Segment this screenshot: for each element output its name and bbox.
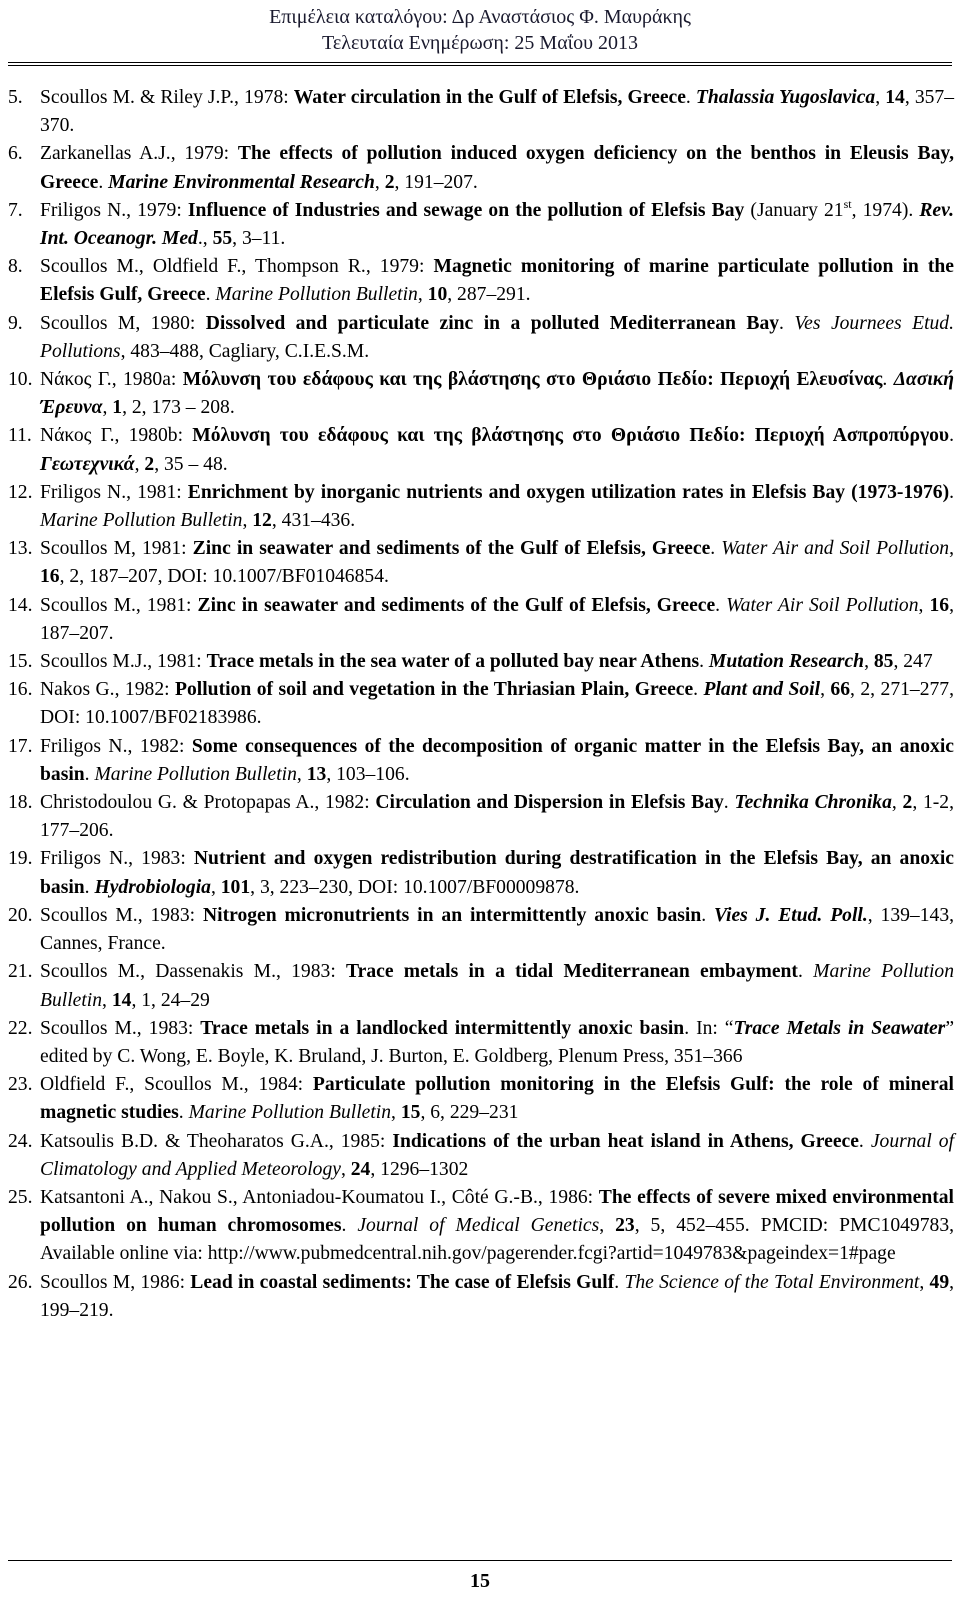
- reference-item: [8, 676, 954, 732]
- reference-item: [8, 1071, 954, 1127]
- reference-text: Christodoulou G. & Protopapas A., 1982:: [40, 792, 376, 814]
- reference-title: 15: [400, 1102, 421, 1124]
- reference-text: , 1, 24–29: [131, 989, 210, 1011]
- journal-name: Thalassia Yugoslavica: [695, 87, 876, 108]
- reference-text: , 357–370.: [40, 87, 955, 137]
- reference-number: 11.: [8, 425, 32, 447]
- reference-number: 14.: [8, 594, 33, 616]
- reference-text: ,: [296, 763, 307, 785]
- reference-text: Friligos N., 1979:: [40, 199, 188, 221]
- reference-title: 2: [384, 171, 395, 193]
- reference-number: 6.: [8, 143, 23, 165]
- journal-name: Mutation Research: [708, 651, 865, 673]
- reference-title: Circulation and Dispersion in Elefsis Bay: [375, 792, 724, 814]
- reference-text: Scoullos M., Dassenakis M., 1983:: [40, 961, 347, 983]
- reference-title: 14: [111, 989, 132, 1011]
- reference-title: 1: [112, 397, 123, 419]
- reference-text: , 5, 452–455. PMCID: PMC1049783, Available online via: http://www.pubmedcentral.nih.gov/pagerender.fcgi?artid=1049783&pageindex=1#page: [40, 1215, 955, 1265]
- reference-text: .: [685, 87, 696, 108]
- reference-text: Friligos N., 1983:: [40, 848, 194, 870]
- journal-name: Water Air and Soil Pollution: [721, 538, 950, 560]
- reference-text: ,: [102, 989, 112, 1011]
- reference-number: 23.: [8, 1074, 33, 1096]
- reference-text: .: [710, 538, 722, 560]
- journal-name: Marine Pollution Bulletin: [188, 1102, 392, 1124]
- superscript: st: [843, 196, 852, 211]
- reference-text: Friligos N., 1982:: [40, 735, 192, 757]
- reference-number: 25.: [8, 1186, 33, 1208]
- reference-text: ,: [374, 171, 385, 193]
- reference-text: Katsoulis B.D. & Theoharatos G.A., 1985:: [40, 1130, 393, 1152]
- reference-title: Dissolved and particulate zinc in a polluted Mediterranean Bay: [205, 312, 780, 334]
- reference-title: 12: [252, 510, 272, 532]
- reference-item: [8, 310, 954, 366]
- reference-item: [8, 366, 954, 422]
- reference-number: 17.: [8, 735, 33, 757]
- reference-text: ,: [864, 651, 874, 673]
- reference-title: 14: [885, 87, 905, 108]
- reference-text: .: [693, 679, 704, 701]
- reference-item: [8, 422, 954, 478]
- reference-item: [8, 845, 954, 901]
- reference-number: 18.: [8, 792, 33, 814]
- reference-text: , 6, 229–231: [420, 1102, 519, 1124]
- reference-text: Scoullos M, 1986:: [40, 1271, 191, 1293]
- page-number: 15: [470, 1570, 490, 1592]
- reference-number: 8.: [8, 256, 23, 278]
- reference-text: Scoullos M, 1981:: [40, 538, 193, 560]
- reference-text: , 431–436.: [271, 510, 356, 532]
- reference-number: 7.: [8, 199, 23, 221]
- reference-text: ,: [891, 792, 903, 814]
- reference-title: Zinc in seawater and sediments of the Gulf of Elefsis, Greece: [197, 594, 716, 616]
- reference-title: Pollution of soil and vegetation in the Thriasian Plain, Greece: [175, 679, 694, 701]
- journal-name: Technika Chronika: [734, 792, 892, 814]
- reference-item: [8, 479, 954, 535]
- reference-text: Nakos G., 1982:: [40, 679, 176, 701]
- reference-title: Some consequences of the decomposition of organic matter in the Elefsis Bay, an anoxic basin: [40, 735, 954, 785]
- header-editor-line: Επιμέλεια καταλόγου: Δρ Αναστάσιος Φ. Μαυράκης: [269, 6, 691, 28]
- reference-text: ,: [102, 397, 113, 419]
- header-update-line: Τελευταία Ενημέρωση: 25 Μαΐου 2013: [322, 32, 638, 54]
- reference-title: 16: [40, 566, 60, 588]
- reference-list: [8, 84, 954, 1325]
- reference-text: ,: [918, 594, 930, 616]
- reference-text: .,: [197, 228, 213, 250]
- reference-item: [8, 1184, 954, 1269]
- reference-text: ,: [875, 87, 886, 108]
- reference-number: 26.: [8, 1271, 33, 1293]
- reference-number: 21.: [8, 961, 33, 983]
- reference-text: , 483–488, Cagliary, C.I.E.S.M.: [120, 340, 370, 362]
- reference-title: 23: [615, 1215, 635, 1237]
- reference-number: 5.: [8, 87, 23, 108]
- reference-title: Indications of the urban heat island in Athens, Greece: [392, 1130, 859, 1152]
- journal-name: Journal of Medical Genetics: [357, 1215, 600, 1237]
- reference-title: Trace metals in a tidal Mediterranean embayment: [346, 961, 798, 983]
- reference-text: .: [779, 312, 795, 334]
- reference-text: ,: [242, 510, 253, 532]
- reference-text: Katsantoni A., Nakou S., Antoniadou-Koumatou I., Côté G.-B., 1986:: [40, 1186, 599, 1208]
- reference-item: [8, 1269, 954, 1325]
- reference-text: ,: [210, 876, 221, 898]
- reference-text: .: [614, 1271, 625, 1293]
- reference-text: Friligos N., 1981:: [40, 481, 188, 503]
- reference-text: .: [699, 651, 709, 673]
- reference-text: ,: [919, 1271, 930, 1293]
- journal-name: Vies J. Etud. Poll.: [714, 904, 868, 926]
- reference-title: 10: [427, 284, 448, 306]
- reference-text: Zarkanellas A.J., 1979:: [40, 143, 238, 165]
- reference-number: 10.: [8, 369, 33, 391]
- reference-text: , 2, 271–277, DOI: 10.1007/BF02183986.: [40, 679, 955, 729]
- reference-title: 66: [830, 679, 851, 701]
- journal-name: Water Air Soil Pollution: [726, 594, 919, 616]
- reference-number: 24.: [8, 1130, 33, 1152]
- reference-title: Trace metals in a landlocked intermittently anoxic basin: [200, 1017, 685, 1039]
- reference-title: Enrichment by inorganic nutrients and oxygen utilization rates in Elefsis Bay (1973-1976): [187, 481, 950, 503]
- reference-title: Μόλυνση του εδάφους και της βλάστησης στο Θριάσιο Πεδίο: Περιοχή Ελευσίνας: [182, 369, 883, 391]
- reference-title: Water circulation in the Gulf of Elefsis, Greece: [293, 87, 686, 108]
- journal-name: Plant and Soil: [703, 679, 821, 701]
- reference-text: Scoullos M., 1981:: [40, 594, 198, 616]
- reference-title: Zinc in seawater and sediments of the Gulf of Elefsis, Greece: [192, 538, 711, 560]
- header-rule-bottom: [8, 65, 952, 66]
- reference-item: [8, 1015, 954, 1071]
- reference-title: Particulate pollution monitoring in the Elefsis Gulf: the role of mineral magnetic studies: [40, 1074, 954, 1124]
- reference-text: , 3, 223–230, DOI: 10.1007/BF00009878.: [250, 876, 580, 898]
- reference-text: ” edited by C. Wong, E. Boyle, K. Bruland, J. Burton, E. Goldberg, Plenum Press, 351–366: [40, 1017, 955, 1067]
- reference-text: Νάκος Γ., 1980a:: [40, 369, 183, 391]
- journal-name: The Science of the Total Environment: [624, 1271, 920, 1293]
- reference-text: Νάκος Γ., 1980b:: [40, 425, 193, 447]
- reference-text: , 2, 173 – 208.: [122, 397, 235, 419]
- reference-title: Influence of Industries and sewage on the pollution of Elefsis Bay: [187, 199, 745, 221]
- reference-text: Scoullos M. & Riley J.P., 1978:: [40, 87, 294, 108]
- reference-title: Μόλυνση του εδάφους και της βλάστησης στο Θριάσιο Πεδίο: Περιοχή Ασπροπύργου: [192, 425, 950, 447]
- reference-title: 2: [902, 792, 913, 814]
- reference-item: [8, 253, 954, 309]
- reference-number: 22.: [8, 1017, 33, 1039]
- journal-name: Hydrobiologia: [94, 876, 211, 898]
- reference-title: 2: [144, 453, 155, 475]
- reference-text: ,: [417, 284, 428, 306]
- reference-text: , 247: [893, 651, 933, 673]
- reference-text: , 2, 187–207, DOI: 10.1007/BF01046854.: [59, 566, 389, 588]
- reference-text: , 191–207.: [394, 171, 478, 193]
- reference-text: .: [797, 961, 814, 983]
- reference-title: 16: [929, 594, 950, 616]
- reference-title: Trace metals in the sea water of a polluted bay near Athens: [206, 651, 700, 673]
- reference-text: , 1974).: [851, 199, 920, 221]
- reference-text: .: [882, 369, 894, 391]
- reference-text: , 1-2, 177–206.: [40, 792, 954, 842]
- reference-item: [8, 592, 954, 648]
- reference-text: Scoullos M., Oldfield F., Thompson R., 1979:: [40, 256, 434, 278]
- reference-item: [8, 84, 954, 140]
- reference-text: , 139–143, Cannes, France.: [40, 904, 955, 955]
- reference-item: [8, 733, 954, 789]
- journal-name: Journal of Climatology and Applied Meteorology: [40, 1130, 955, 1180]
- reference-text: , 287–291.: [447, 284, 531, 306]
- reference-text: Oldfield F., Scoullos M., 1984:: [40, 1074, 313, 1096]
- reference-item: [8, 1128, 954, 1184]
- reference-text: .: [715, 594, 727, 616]
- reference-text: ,: [820, 679, 831, 701]
- reference-text: .: [701, 904, 715, 926]
- journal-name: Marine Pollution Bulletin: [40, 510, 243, 532]
- reference-text: Scoullos M, 1980:: [40, 312, 206, 334]
- reference-text: .: [723, 792, 735, 814]
- reference-text: ,: [599, 1215, 616, 1237]
- reference-title: 24: [350, 1158, 371, 1180]
- reference-title: 49: [929, 1271, 950, 1293]
- reference-number: 12.: [8, 481, 33, 503]
- reference-text: ,: [340, 1158, 351, 1180]
- journal-name: Γεωτεχνικά: [40, 453, 135, 475]
- reference-text: ,: [391, 1102, 401, 1124]
- reference-title: 13: [306, 763, 327, 785]
- reference-text: (January 21: [744, 199, 844, 221]
- reference-title: Nutrient and oxygen redistribution during destratification in the Elefsis Bay, an anoxic basin: [40, 848, 954, 898]
- reference-number: 19.: [8, 848, 33, 870]
- reference-text: .: [205, 284, 216, 306]
- footer-rule: [8, 1560, 952, 1561]
- reference-title: 101: [220, 876, 251, 898]
- reference-text: , 1296–1302: [370, 1158, 469, 1180]
- reference-text: .: [178, 1102, 189, 1124]
- reference-title: The effects of severe mixed environmental pollution on human chromosomes: [40, 1186, 954, 1237]
- reference-text: , 199–219.: [40, 1271, 955, 1321]
- journal-name: Trace Metals in Seawater: [733, 1017, 946, 1039]
- journal-name: Marine Pollution Bulletin: [94, 763, 297, 785]
- reference-text: .: [84, 876, 95, 898]
- reference-text: , 187–207.: [40, 594, 954, 644]
- reference-text: , 3–11.: [232, 228, 286, 250]
- journal-name: Δασική Έρευνα: [40, 369, 954, 419]
- journal-name: Marine Pollution Bulletin: [215, 284, 418, 306]
- page-header: [0, 4, 960, 56]
- journal-name: Marine Pollution Bulletin: [40, 961, 955, 1011]
- journal-name: Marine Environmental Research: [108, 171, 375, 193]
- reference-text: Scoullos M., 1983:: [40, 1017, 201, 1039]
- reference-item: [8, 789, 954, 845]
- reference-text: , 103–106.: [326, 763, 410, 785]
- reference-number: 20.: [8, 904, 33, 926]
- journal-name: Pollutions: [40, 340, 121, 362]
- reference-item: [8, 902, 954, 958]
- reference-title: 55: [212, 228, 233, 250]
- reference-item: [8, 197, 954, 253]
- reference-text: ,: [134, 453, 145, 475]
- reference-title: 85: [873, 651, 894, 673]
- reference-number: 15.: [8, 651, 33, 673]
- reference-text: Scoullos M.J., 1981:: [40, 651, 207, 673]
- reference-text: , 35 – 48.: [154, 453, 228, 475]
- reference-text: .: [84, 763, 95, 785]
- reference-text: .: [949, 425, 954, 447]
- reference-text: ,: [949, 538, 954, 560]
- reference-text: Scoullos M., 1983:: [40, 904, 203, 926]
- reference-title: The effects of pollution induced oxygen deficiency on the benthos in Eleusis Bay, Greece: [40, 143, 954, 193]
- reference-text: .: [341, 1215, 358, 1237]
- reference-title: Lead in coastal sediments: The case of Elefsis Gulf: [190, 1271, 615, 1293]
- header-rule-top: [8, 62, 952, 63]
- reference-item: [8, 535, 954, 591]
- reference-number: 9.: [8, 312, 23, 334]
- journal-name: Ves Journees Etud.: [794, 312, 955, 334]
- journal-name: Rev. Int. Oceanogr. Med: [40, 199, 954, 250]
- reference-text: .: [949, 481, 955, 503]
- reference-text: .: [858, 1130, 871, 1152]
- reference-title: Magnetic monitoring of marine particulate pollution in the Elefsis Gulf, Greece: [40, 256, 954, 306]
- reference-number: 16.: [8, 679, 33, 701]
- reference-number: 13.: [8, 538, 33, 560]
- reference-item: [8, 140, 954, 196]
- reference-title: Nitrogen micronutrients in an intermittently anoxic basin: [202, 904, 702, 926]
- reference-item: [8, 958, 954, 1014]
- reference-item: [8, 648, 954, 676]
- reference-text: .: [98, 171, 109, 193]
- reference-text: . In: “: [684, 1017, 734, 1039]
